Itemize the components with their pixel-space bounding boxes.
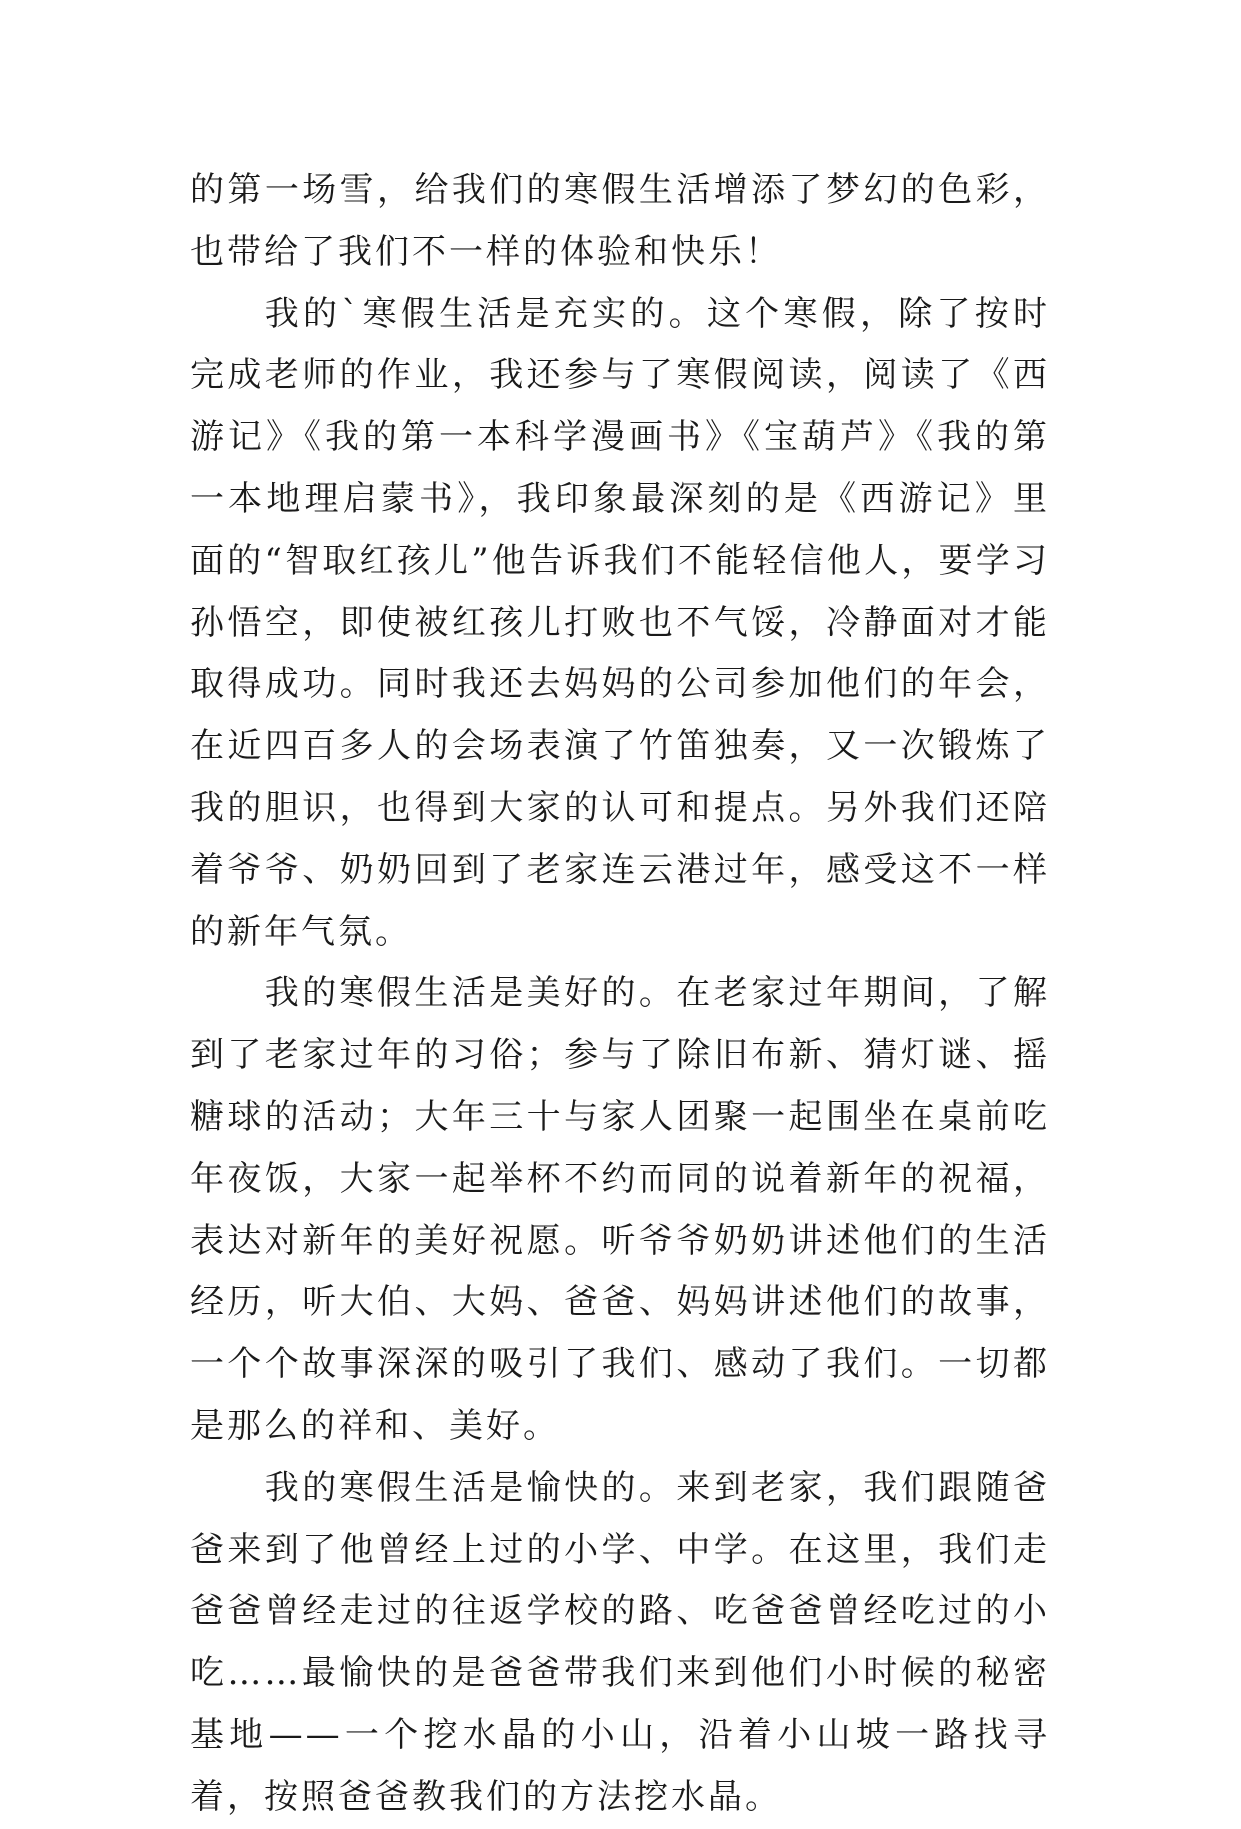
paragraph-2: 我的`寒假生活是充实的。这个寒假，除了按时完成老师的作业，我还参与了寒假阅读，阅读了《西游记》《我的第一本科学漫画书》《宝葫芦》《我的第一本地理启蒙书》，我印象最深刻的是《西游记》里面的“智取红孩儿”他告诉我们不能轻信他人，要学习孙悟空，即使被红孩儿打败也不气馁，冷静面对才能取得成功。同时我还去妈妈的公司参加他们的年会，在近四百多人的会场表演了竹笛独奏，又一次锻炼了我的胆识，也得到大家的认可和提点。另外我们还陪着爷爷、奶奶回到了老家连云港过年，感受这不一样的新年气氛。	[190, 293, 1050, 952]
paragraph-4: 我的寒假生活是愉快的。来到老家，我们跟随爸爸来到了他曾经上过的小学、中学。在这里，我们走爸爸曾经走过的往返学校的路、吃爸爸曾经吃过的小吃……最愉快的是爸爸带我们来到他们小时候的秘密基地——一个挖水晶的小山，沿着小山坡一路找寻着，按照爸爸教我们的方法挖水晶。	[190, 1467, 1050, 1817]
paragraph-3: 我的寒假生活是美好的。在老家过年期间，了解到了老家过年的习俗；参与了除旧布新、猜灯谜、摇糖球的活动；大年三十与家人团聚一起围坐在桌前吃年夜饭，大家一起举杯不约而同的说着新年的祝福，表达对新年的美好祝愿。听爷爷奶奶讲述他们的生活经历，听大伯、大妈、爸爸、妈妈讲述他们的故事，一个个故事深深的吸引了我们、感动了我们。一切都是那么的祥和、美好。	[190, 973, 1050, 1446]
document-body	[190, 160, 1050, 1829]
paragraph-1: 的第一场雪，给我们的寒假生活增添了梦幻的色彩，也带给了我们不一样的体验和快乐！	[190, 170, 1050, 272]
